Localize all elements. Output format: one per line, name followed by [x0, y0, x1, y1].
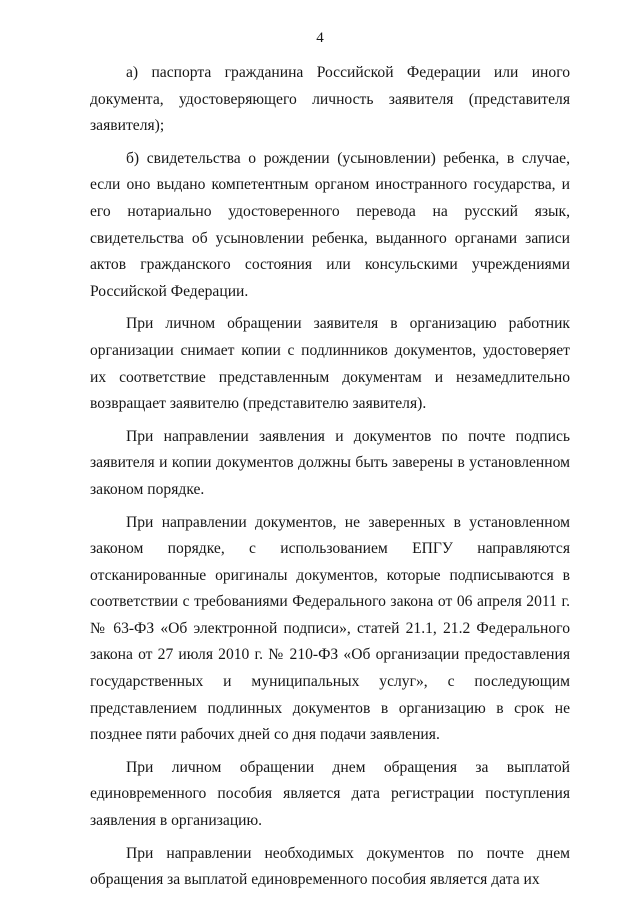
paragraph-application-date-personal: При личном обращении днем обращения за выплатой единовременного пособия является дата регистрации поступления заявления в организацию.	[90, 758, 570, 830]
paragraph-epgu-submission: При направлении документов, не заверенных в установленном законом порядке, с использованием ЕПГУ направляются отсканированные оригиналы документов, которые подписываются в соответствии с требованиями Федерального закона от 06 апреля 2011 г. № 63-ФЗ «Об электронной подписи», статей 21.1, 21.2 Федерального закона от 27 июля 2010 г. № 210-ФЗ «Об организации предоставления государственных и муниципальных услуг», с последующим представлением подлинных документов в организацию в срок не позднее пяти рабочих дней со дня подачи заявления.	[90, 513, 570, 744]
page-number: 4	[316, 30, 324, 46]
paragraph-mail-submission: При направлении заявления и документов по почте подпись заявителя и копии документов должны быть заверены в установленном законом порядке.	[90, 427, 570, 498]
paragraph-passport: а) паспорта гражданина Российской Федерации или иного документа, удостоверяющего личность заявителя (представителя заявителя);	[90, 64, 570, 135]
paragraph-birth-certificate: б) свидетельства о рождении (усыновлении) ребенка, в случае, если оно выдано компетентным органом иностранного государства, и его нотариально удостоверенного перевода на русский язык, свидетельства об усыновлении ребенка, выданного органами записи актов гражданского состояния или консульскими учреждениями Российской Федерации.	[90, 149, 570, 300]
paragraph-application-date-mail: При направлении необходимых документов по почте днем обращения за выплатой единовременного пособия является дата их	[90, 844, 570, 889]
paragraph-personal-visit: При личном обращении заявителя в организацию работник организации снимает копии с подлинников документов, удостоверяет их соответствие представленным документам и незамедлительно возвращает заявителю (представителю заявителя).	[90, 315, 570, 413]
document-body	[90, 60, 570, 900]
